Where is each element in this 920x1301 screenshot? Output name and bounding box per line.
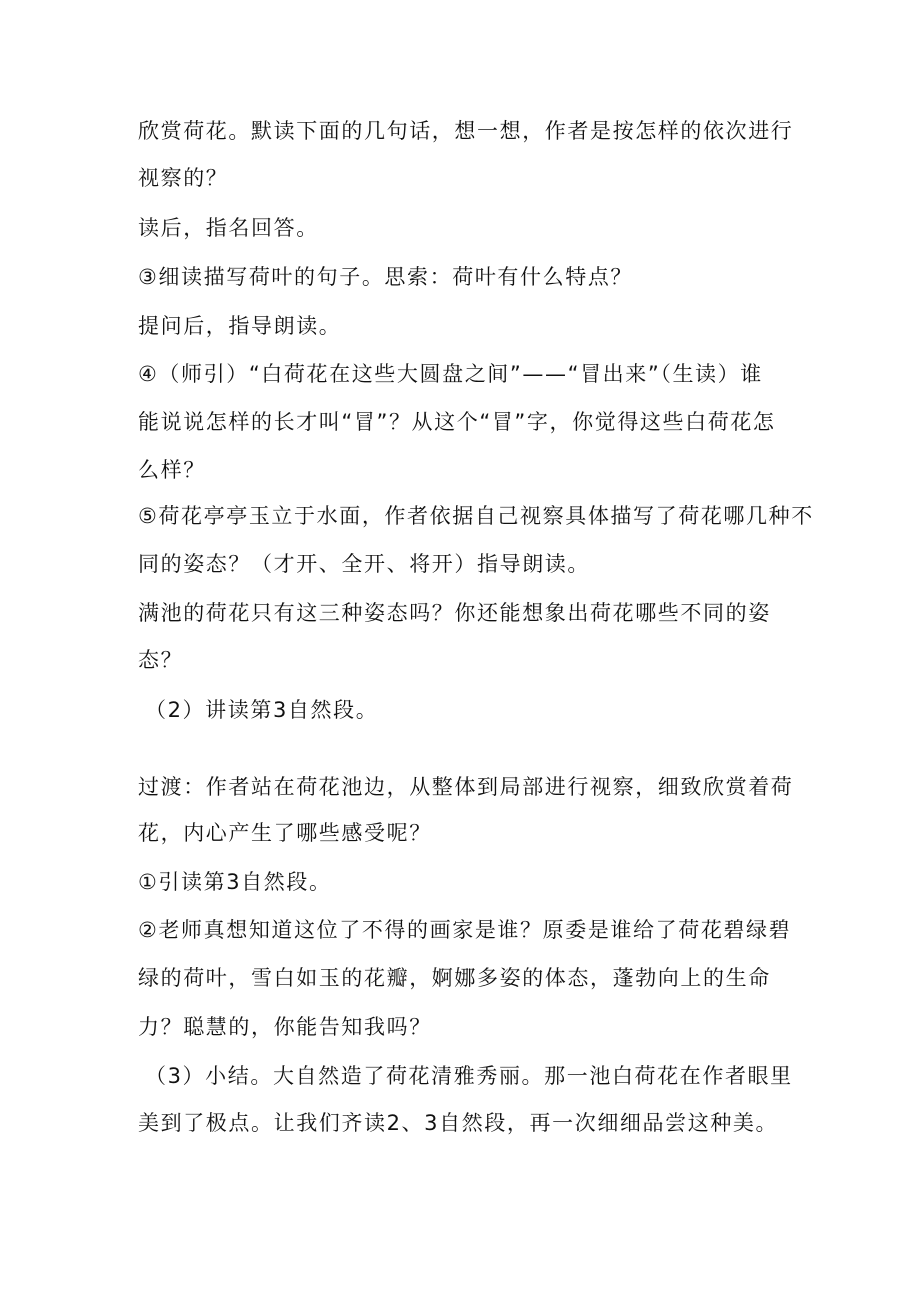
text-line: 美到了极点。让我们齐读2、3自然段，再一次细细品尝这种美。 <box>138 1111 779 1135</box>
text-line: 欣赏荷花。默读下面的几句话，想一想，作者是按怎样的依次进行 <box>138 119 794 143</box>
text-line: ⑤荷花亭亭玉立于水面，作者依据自己视察具体描写了荷花哪几种不 <box>138 504 814 528</box>
text-line: ④（师引）“白荷花在这些大圆盘之间”——“冒出来”（生读）谁 <box>138 362 763 386</box>
text-line: 态？ <box>138 648 184 672</box>
text-line: ①引读第3自然段。 <box>138 870 332 894</box>
text-line: ③细读描写荷叶的句子。思索：荷叶有什么特点？ <box>138 265 634 289</box>
section-heading: （2）讲读第3自然段。 <box>145 698 379 722</box>
text-line: 绿的荷叶，雪白如玉的花瓣，婀娜多姿的体态，蓬勃向上的生命 <box>138 966 771 990</box>
text-line: 提问后，指导朗读。 <box>138 314 342 338</box>
text-line: 视察的？ <box>138 166 229 190</box>
text-line: 么样？ <box>138 458 206 482</box>
text-line: 读后，指名回答。 <box>138 216 319 240</box>
text-line: 花，内心产生了哪些感受呢？ <box>138 821 432 845</box>
text-line: ②老师真想知道这位了不得的画家是谁？原委是谁给了荷花碧绿碧 <box>138 918 792 942</box>
text-line: 力？聪慧的，你能告知我吗？ <box>138 1015 432 1039</box>
text-line: 同的姿态？（才开、全开、将开）指导朗读。 <box>138 552 590 576</box>
section-heading: （3）小结。大自然造了荷花清雅秀丽。那一池白荷花在作者眼里 <box>145 1064 793 1088</box>
text-line: 满池的荷花只有这三种姿态吗？你还能想象出荷花哪些不同的姿 <box>138 601 771 625</box>
text-line: 过渡：作者站在荷花池边，从整体到局部进行视察，细致欣赏着荷 <box>138 775 794 799</box>
text-line: 能说说怎样的长才叫“冒”？从这个“冒”字，你觉得这些白荷花怎 <box>138 410 776 434</box>
